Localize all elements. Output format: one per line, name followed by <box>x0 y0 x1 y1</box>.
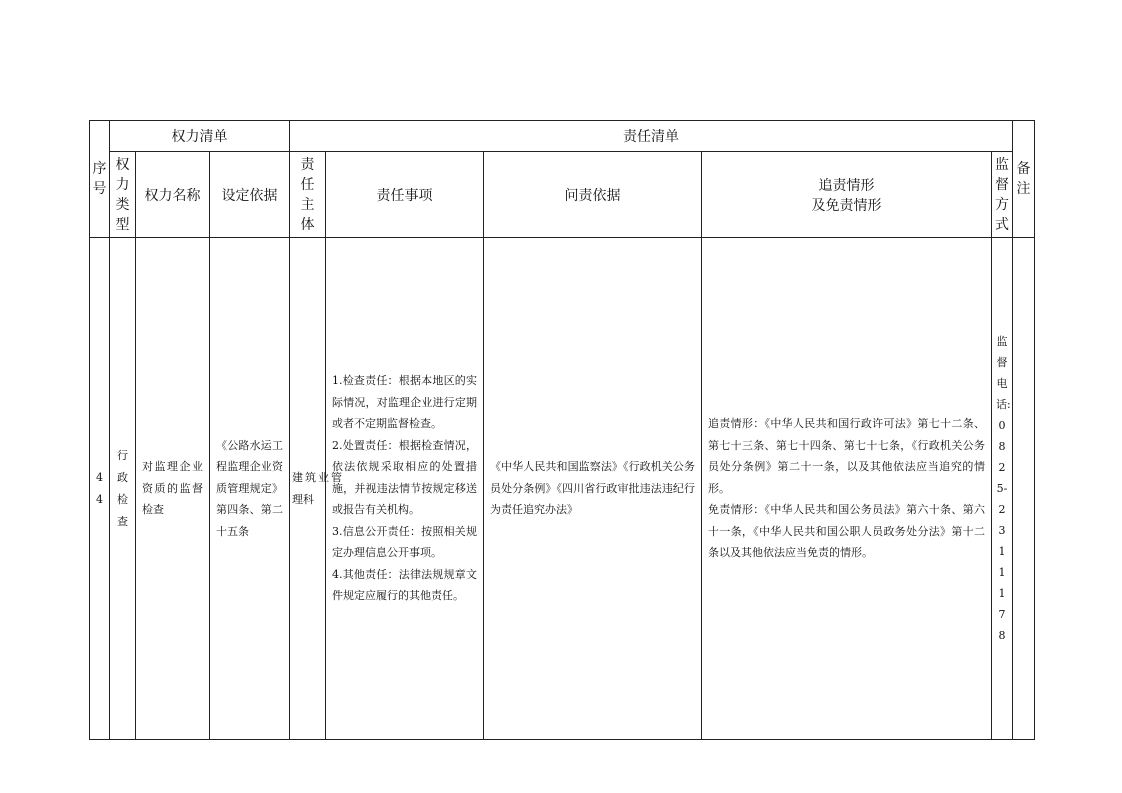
basis-value: 《公路水运工程监理企业资质管理规定》第四条、第二十五条 <box>216 438 283 538</box>
basis-cell <box>210 238 290 740</box>
matter-item: 2.处置责任：根据检查情况，依法依规采取相应的处置措施，并视违法情节按规定移送或报告有关机构。 <box>332 438 477 517</box>
supervision-phone: 0825-2311178 <box>996 419 1008 642</box>
remark-header <box>1013 121 1035 238</box>
subject-header-label: 责任主体 <box>300 156 315 233</box>
power-type-cell <box>110 238 136 740</box>
circumstances-cell <box>702 238 992 740</box>
power-name-value: 对监理企业资质的监督检查 <box>142 460 203 517</box>
subject-cell <box>290 238 344 740</box>
matters-cell <box>326 238 484 740</box>
responsibility-list-header: 责任清单 <box>290 121 1013 152</box>
matter-item: 4.其他责任：法律法规规章文件规定应履行的其他责任。 <box>332 567 477 603</box>
circumstances-header <box>702 152 992 238</box>
supervision-value <box>995 331 1011 646</box>
subject-value <box>290 467 344 510</box>
power-responsibility-table <box>89 120 1035 740</box>
accountability-circumstances: 追责情形：《中华人民共和国行政许可法》第七十二条、第七十三条、第七十四条、第七十七条，《行政机关公务员处分条例》第二十一条，以及其他依法应当追究的情形。 <box>708 417 985 495</box>
matters-list <box>326 370 483 607</box>
subject-line-1: 建筑业管 <box>292 471 344 484</box>
supervision-header <box>992 152 1013 238</box>
matters-header: 责任事项 <box>326 152 484 238</box>
power-name-cell <box>136 238 210 740</box>
table-row <box>90 238 1035 740</box>
circumstances-header-line1: 追责情形 <box>818 177 875 194</box>
circumstances-header-line2: 及免责情形 <box>811 197 882 214</box>
accountability-basis-cell <box>484 238 702 740</box>
subject-header <box>290 152 326 238</box>
subject-line-2: 理科 <box>292 492 314 506</box>
remark-header-label: 备注 <box>1016 161 1031 197</box>
accountability-basis-value: 《中华人民共和国监察法》《行政机关公务员处分条例》《四川省行政审批违法违纪行为责任追究办法》 <box>490 460 695 517</box>
seq-value: 44 <box>96 470 103 506</box>
header-row-top <box>90 121 1035 152</box>
power-type-value: 行政检查 <box>117 448 128 528</box>
seq-header-label: 序号 <box>92 161 107 197</box>
power-type-header <box>110 152 136 238</box>
exemption-circumstances: 免责情形：《中华人民共和国公务员法》第六十条、第六十一条，《中华人民共和国公职人员政务处分法》第十二条以及其他依法应当免责的情形。 <box>708 503 985 560</box>
supervision-header-label: 监督方式 <box>995 156 1010 233</box>
seq-cell <box>90 238 110 740</box>
matter-item: 1.检查责任：根据本地区的实际情况，对监理企业进行定期或者不定期监督检查。 <box>332 374 477 431</box>
header-row-sub <box>90 152 1035 238</box>
remark-cell <box>1013 238 1035 740</box>
power-list-header: 权力清单 <box>110 121 290 152</box>
accountability-basis-header: 问责依据 <box>484 152 702 238</box>
matter-item: 3.信息公开责任：按照相关规定办理信息公开事项。 <box>332 524 477 560</box>
supervision-label: 监督电话: <box>995 335 1011 411</box>
basis-header: 设定依据 <box>210 152 290 238</box>
circumstances-list <box>702 413 991 564</box>
supervision-cell <box>992 238 1013 740</box>
power-type-header-label: 权力类型 <box>115 156 130 233</box>
seq-header <box>90 121 110 238</box>
power-name-header: 权力名称 <box>136 152 210 238</box>
